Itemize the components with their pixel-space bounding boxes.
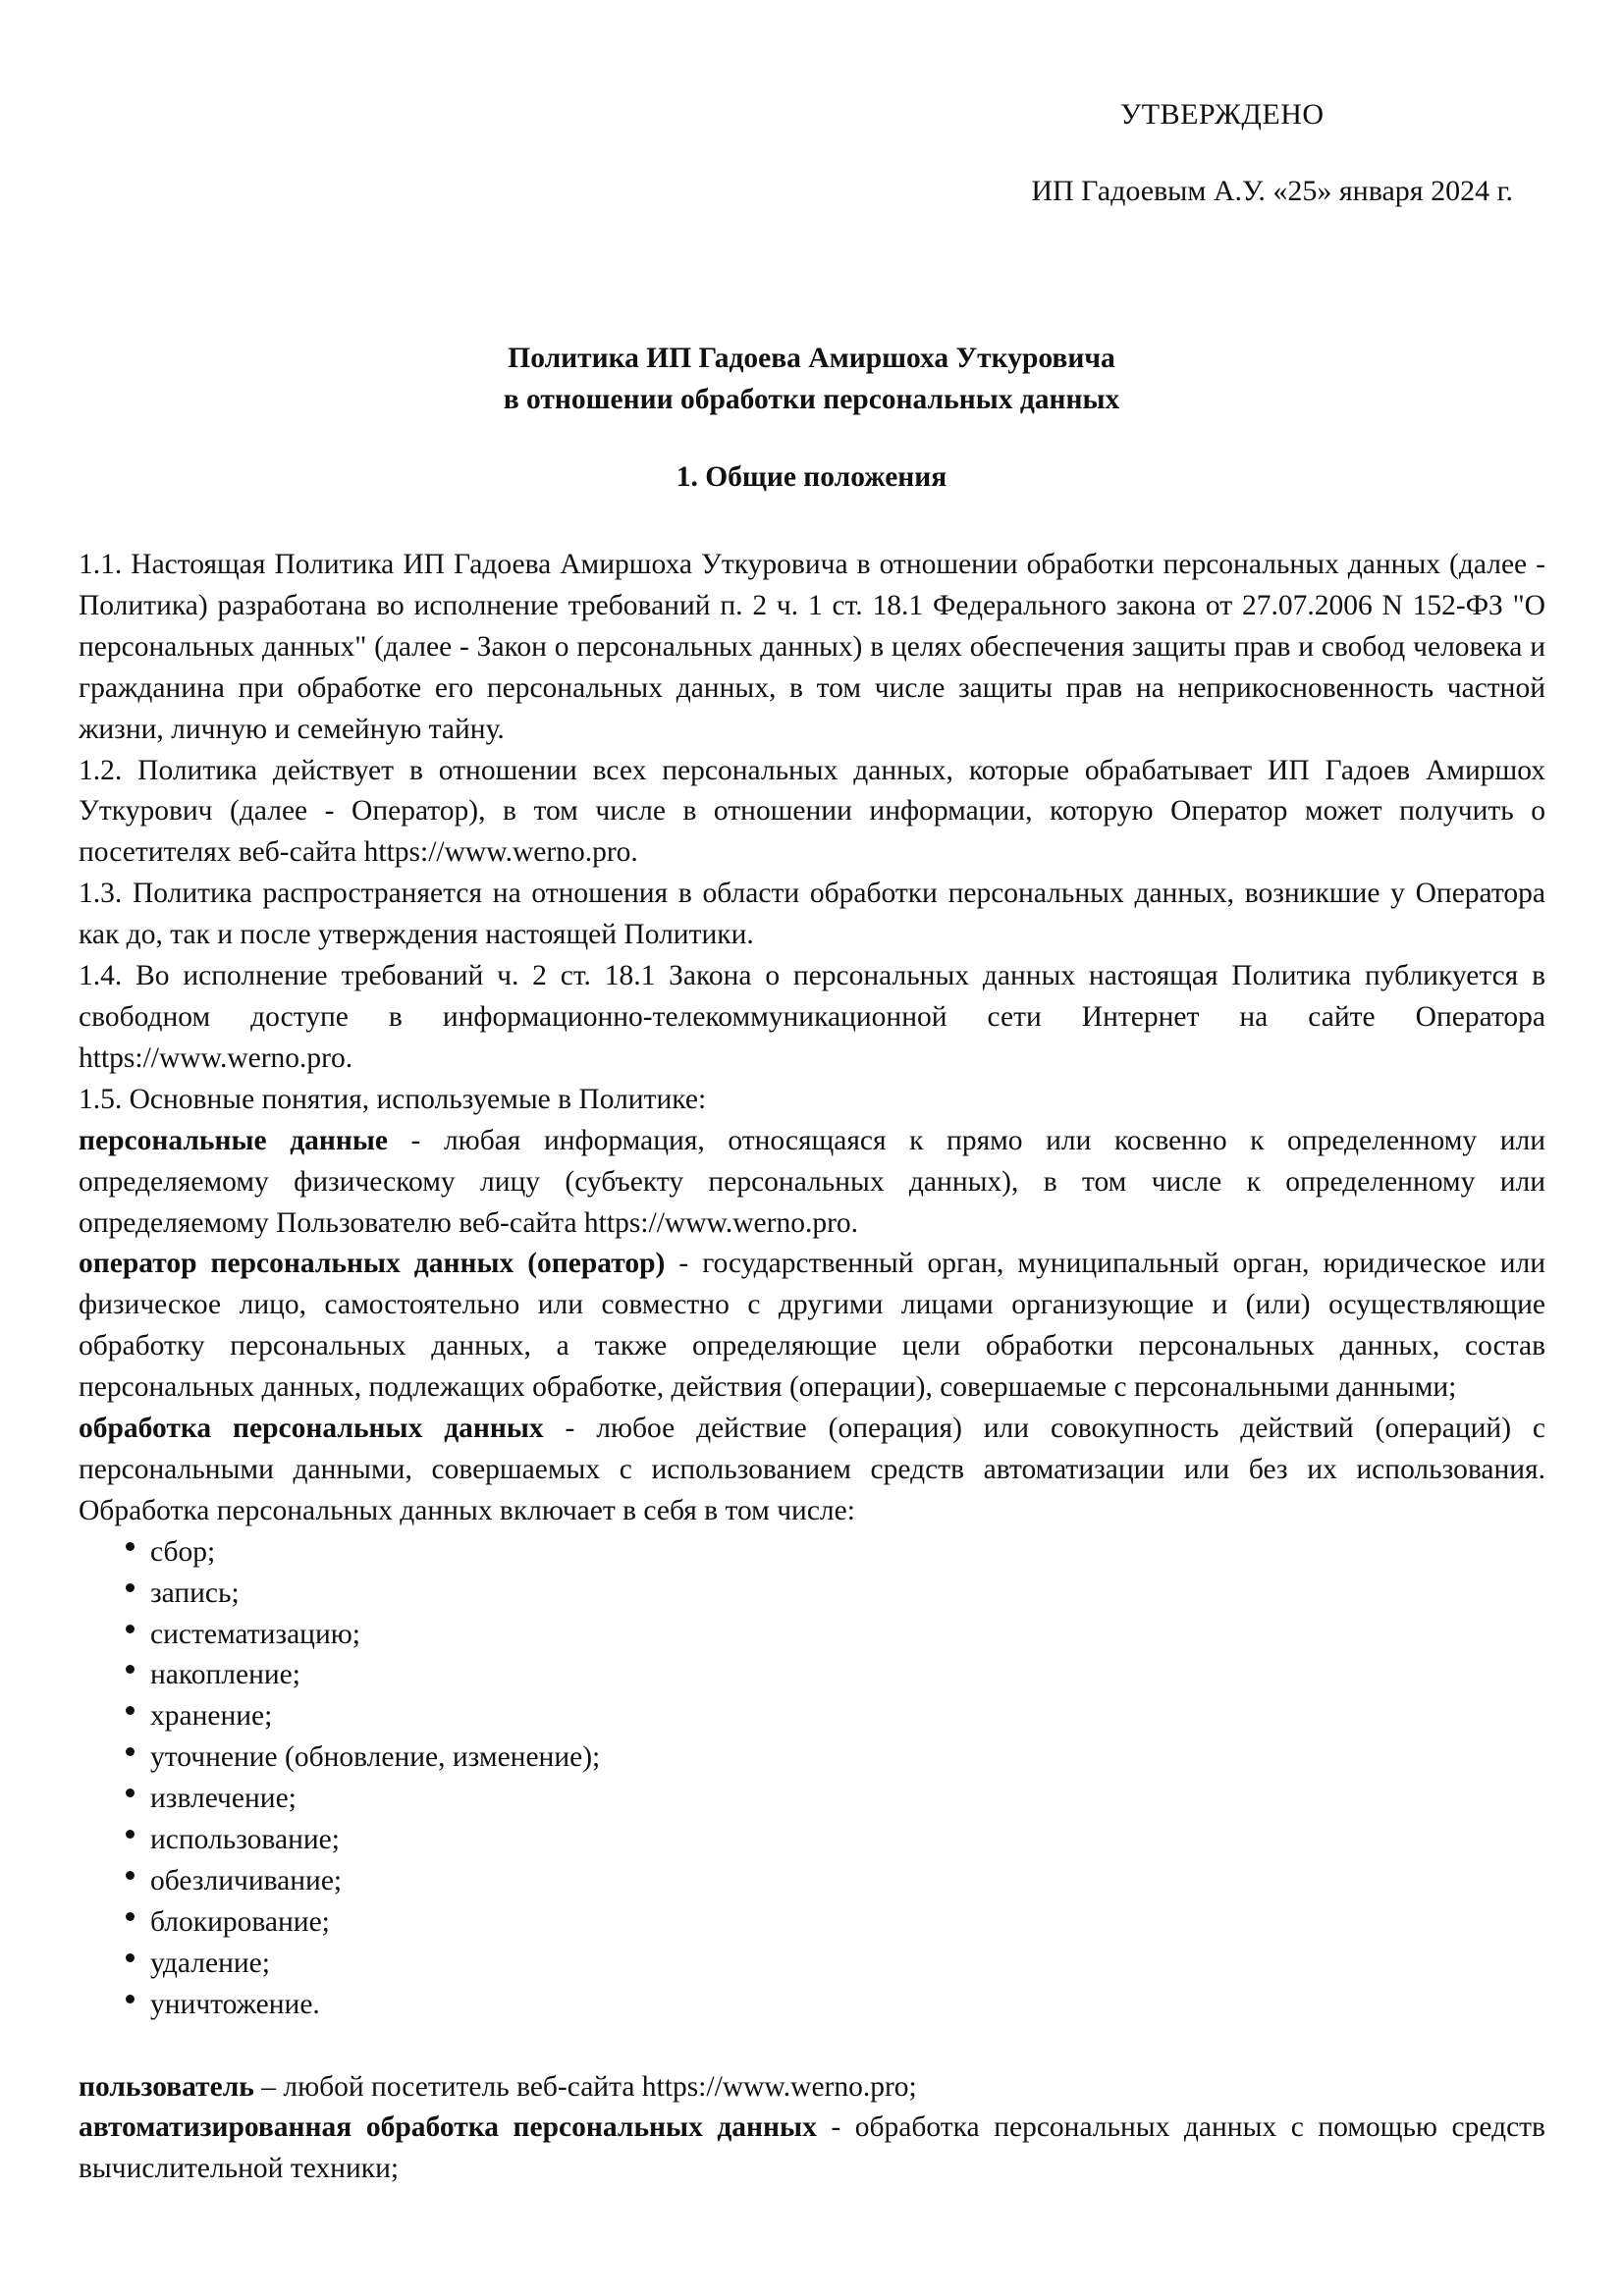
bullet-icon (126, 1747, 135, 1756)
definition-user (79, 2067, 1545, 2109)
bullet-icon (126, 1830, 135, 1839)
list-item: уточнение (обновление, изменение); (150, 1737, 1545, 1779)
definition-term: персональные данные (79, 1124, 388, 1156)
bullet-icon (126, 1912, 135, 1921)
title-line-2: в отношении обработки персональных данных (503, 384, 1120, 415)
blank-line (79, 2026, 1545, 2067)
definition-text: - любая информация, относящаяся к прямо или косвенно к определенному или определяемому физическому лицу (субъекту персональных данных), в том числе к определенному или определяемому Пользователю веб-сайта https://www.werno.pro. (79, 1124, 1545, 1239)
bullet-icon (126, 1995, 135, 2003)
document-title (0, 338, 1623, 420)
definition-text: - обработка персональных данных с помощью средств вычислительной техники; (79, 2111, 1545, 2185)
approval-signature: ИП Гадоевым А.У. «25» января 2024 г. (1031, 175, 1513, 207)
section-heading: 1. Общие положения (676, 461, 947, 493)
document-body (79, 545, 1545, 2190)
title-line-1: Политика ИП Гадоева Амиршоха Уткуровича (508, 343, 1115, 374)
definition-processing (79, 1409, 1545, 1532)
list-item: использование; (150, 1820, 1545, 1861)
definition-text: - любое действие (операция) или совокупность действий (операций) с персональными данными, совершаемых с использованием средств автоматизации или без их использования. Обработка персональных данных включает в себя в том числе: (79, 1413, 1545, 1526)
list-item: запись; (150, 1574, 1545, 1615)
list-item: сбор; (150, 1532, 1545, 1574)
definition-term: автоматизированная обработка персональных данных (79, 2111, 817, 2144)
approval-stamp: УТВЕРЖДЕНО (1120, 98, 1325, 131)
list-item: извлечение; (150, 1779, 1545, 1820)
clause-1-2-text: 1.2. Политика действует в отношении всех персональных данных, которые обрабатывает ИП Гадоев Амиршох Уткурович (далее - Оператор), в том числе в отношении информации, которую Оператор может получить о посетителях веб-сайта https://www.werno.pro. (79, 754, 1545, 869)
list-item: хранение; (150, 1696, 1545, 1737)
definition-automated-processing (79, 2108, 1545, 2190)
list-item: удаление; (150, 1944, 1545, 1985)
definition-term: пользователь (79, 2070, 254, 2103)
processing-operations-list (79, 1532, 1545, 2026)
clause-1-2 (79, 751, 1545, 875)
definition-operator (79, 1244, 1545, 1409)
definition-term: обработка персональных данных (79, 1413, 544, 1445)
bullet-icon (126, 1665, 135, 1674)
bullet-icon (126, 1953, 135, 1962)
bullet-icon (126, 1871, 135, 1880)
bullet-icon (126, 1625, 135, 1633)
definition-term: оператор персональных данных (оператор) (79, 1248, 666, 1280)
definition-text: - государственный орган, муниципальный орган, юридическое или физическое лицо, самостоятельно или совместно с другими лицами организующие и (или) осуществляющие обработку персональных данных, а также определяющие цели обработки персональных данных, состав персональных данных, подлежащих обработке, действия (операции), совершаемые с персональными данными; (79, 1248, 1545, 1404)
list-item: накопление; (150, 1655, 1545, 1696)
bullet-icon (126, 1706, 135, 1715)
list-item: систематизацию; (150, 1615, 1545, 1656)
bullet-icon (126, 1789, 135, 1797)
clause-1-5: 1.5. Основные понятия, используемые в Политике: (79, 1083, 707, 1115)
definition-text: – любой посетитель веб-сайта https://www.werno.pro; (253, 2070, 917, 2103)
list-item: обезличивание; (150, 1861, 1545, 1902)
clause-1-1: 1.1. Настоящая Политика ИП Гадоева Амиршоха Уткуровича в отношении обработки персональных данных (далее - Политика) разработана во исполнение требований п. 2 ч. 1 ст. 18.1 Федерального закона от 27.07.2006 N 152-ФЗ "О персональных данных" (далее - Закон о персональных данных) в целях обеспечения защиты прав и свобод человека и гражданина при обработке его персональных данных, в том числе защиты прав на неприкосновенность частной жизни, личную и семейную тайну. (79, 549, 1545, 745)
list-item: уничтожение. (150, 1985, 1545, 2026)
clause-1-4: 1.4. Во исполнение требований ч. 2 ст. 18.1 Закона о персональных данных настоящая Политика публикуется в свободном доступе в информационно-телекоммуникационной сети Интернет на сайте Оператора https://www.werno.pro. (79, 960, 1545, 1074)
list-item: блокирование; (150, 1902, 1545, 1944)
bullet-icon (126, 1542, 135, 1551)
bullet-icon (126, 1583, 135, 1592)
definition-personal-data (79, 1121, 1545, 1245)
clause-1-3: 1.3. Политика распространяется на отношения в области обработки персональных данных, возникшие у Оператора как до, так и после утверждения настоящей Политики. (79, 878, 1545, 951)
